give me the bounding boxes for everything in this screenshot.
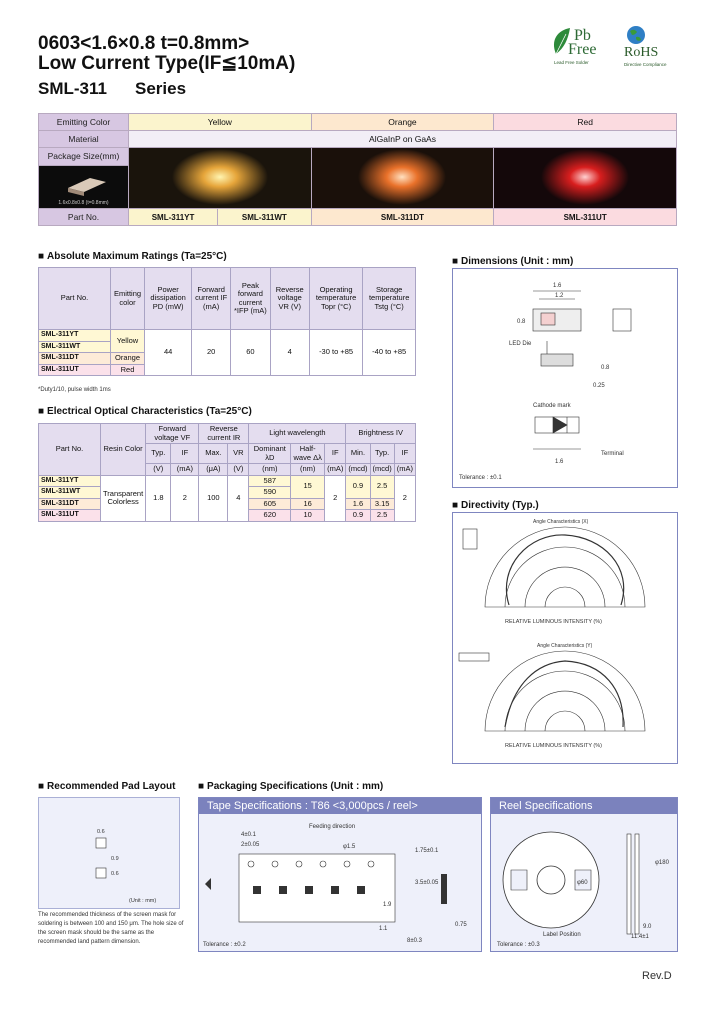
pad-note: The recommended thickness of the screen mask for soldering is between 100 and 150 μm. The hole size of the screen mask should be the same as the recommended land pattern dimension.: [38, 912, 184, 945]
h-vr: Reverse voltage VR (V): [270, 268, 309, 330]
am-part-dt: SML-311DT: [39, 353, 111, 365]
eo-typ-y: 2.5: [370, 475, 394, 498]
tape-box: [198, 797, 482, 952]
reel-r3: 9.0: [643, 924, 652, 930]
eo-h-vr: VR: [228, 444, 249, 464]
tape-feed: Feeding direction: [309, 824, 356, 830]
tape-t2: 2±0.05: [241, 842, 260, 848]
eo-h-resin: Resin Color: [101, 424, 146, 476]
eo-dom-wt: 590: [249, 487, 291, 499]
eo-typ-r: 2.5: [370, 510, 394, 522]
am-part-ut: SML-311UT: [39, 364, 111, 376]
tape-title: Tape Specifications : T86 <3,000pcs / reel>: [199, 798, 481, 814]
part-311ut: SML-311UT: [494, 209, 677, 226]
tape-t7: 1.1: [379, 926, 388, 932]
dim-cathode: Cathode mark: [533, 403, 571, 409]
eo-half-y: 15: [291, 475, 325, 498]
dim-1-6: 1.6: [553, 283, 562, 289]
eo-h-dom: Dominant λD: [249, 444, 291, 464]
tape-t3: φ1.5: [343, 844, 356, 850]
reel-r1: φ180: [655, 860, 669, 866]
eo-vf-if: 2: [171, 475, 199, 521]
pb-free-sub: Lead Free Solder: [554, 60, 589, 65]
eo-u-nm2: (nm): [291, 464, 325, 476]
pb-text: Pb: [574, 27, 591, 44]
am-ifp: 60: [231, 330, 271, 376]
eo-min-o: 1.6: [346, 498, 370, 510]
h-pd: Power dissipation PD (mW): [145, 268, 192, 330]
pb-free-logo: [548, 26, 608, 68]
am-part-yt: SML-311YT: [39, 330, 111, 342]
am-if: 20: [192, 330, 231, 376]
dim-1-2: 1.2: [555, 293, 564, 299]
eo-resin: Transparent Colorless: [101, 475, 146, 521]
package-caption: 1.6x0.8x0.8 (t=0.8mm): [58, 199, 109, 206]
eo-h-typ1: Typ.: [146, 444, 171, 464]
am-yellow: Yellow: [111, 330, 145, 353]
yellow-led-glow: [130, 148, 310, 206]
photo-orange: [311, 148, 494, 209]
directivity-heading: ■ Directivity (Typ.): [452, 500, 539, 511]
am-pd: 44: [145, 330, 192, 376]
am-tstg: -40 to +85: [363, 330, 416, 376]
h-part: Part No.: [39, 268, 111, 330]
photo-yellow: [129, 148, 312, 209]
am-orange: Orange: [111, 353, 145, 365]
am-vr: 4: [270, 330, 309, 376]
pad-dim-a: 0.6: [97, 829, 105, 835]
eo-u-mcd1: (mcd): [346, 464, 370, 476]
color-orange: Orange: [311, 114, 494, 131]
row-header-emitting: Emitting Color: [39, 114, 129, 131]
eo-h-part: Part No.: [39, 424, 101, 476]
dim-0-8b: 0.8: [601, 365, 610, 371]
pad-heading: ■ Recommended Pad Layout: [38, 781, 175, 792]
eo-h-if1: IF: [171, 444, 199, 464]
dim-0-8a: 0.8: [517, 319, 526, 325]
model-number: SML-311: [38, 79, 107, 98]
eo-vf: 1.8: [146, 475, 171, 521]
title-size: 0603<1.6×0.8 t=0.8mm>: [38, 33, 250, 54]
dimension-drawing: [453, 269, 677, 487]
tape-t1: 4±0.1: [241, 832, 256, 838]
pad-box: [38, 797, 180, 909]
pad-dim-b: 0.9: [111, 856, 119, 862]
abs-max-heading: ■ Absolute Maximum Ratings (Ta=25°C): [38, 251, 227, 262]
eo-ir-vr: 4: [228, 475, 249, 521]
eo-h-br: Brightness IV: [346, 424, 416, 444]
free-text: Free: [568, 41, 597, 58]
packaging-heading: ■ Packaging Specifications (Unit : mm): [198, 781, 383, 792]
reel-r2: φ60: [577, 880, 588, 886]
eo-u-ma1: (mA): [171, 464, 199, 476]
dim-tolerance: Tolerance : ±0.1: [459, 475, 502, 481]
pad-unit: (Unit : mm): [129, 898, 157, 904]
tape-drawing: [199, 814, 481, 950]
eo-part-wt: SML-311WT: [39, 487, 101, 499]
h-emit: Emitting color: [111, 268, 145, 330]
reel-drawing: [491, 814, 677, 950]
eo-half-o: 16: [291, 498, 325, 510]
dimensions-heading: ■ Dimensions (Unit : mm): [452, 256, 573, 267]
rohs-text: RoHS: [624, 45, 659, 60]
polar-charts: [453, 513, 677, 763]
orange-led-glow: [312, 148, 492, 206]
dim-led-die: LED Die: [509, 341, 532, 347]
title-type: Low Current Type(IF≦10mA): [38, 53, 296, 74]
color-spec-table: [38, 113, 677, 226]
tape-t9: 1.9: [383, 902, 392, 908]
tape-t4: 1.75±0.1: [415, 848, 439, 854]
eo-part-dt: SML-311DT: [39, 498, 101, 510]
abs-max-footnote: *Duty1/10, pulse width 1ms: [38, 387, 111, 393]
h-ifp: Peak forward current *IFP (mA): [231, 268, 271, 330]
reel-label: Label Position: [543, 932, 581, 938]
package-photo: [39, 165, 129, 208]
eo-h-if2: IF: [325, 444, 346, 464]
eo-dom-ut: 620: [249, 510, 291, 522]
eo-u-ma3: (mA): [394, 464, 415, 476]
title-series: [38, 79, 186, 99]
directivity-xlabel-bottom: RELATIVE LUMINOUS INTENSITY (%): [505, 743, 602, 749]
eo-typ-o: 3.15: [370, 498, 394, 510]
color-red: Red: [494, 114, 677, 131]
part-311yt: SML-311YT: [129, 209, 218, 226]
rohs-logo: [620, 24, 682, 68]
eo-u-v2: (V): [228, 464, 249, 476]
directivity-box: [452, 512, 678, 764]
am-topr: -30 to +85: [309, 330, 363, 376]
row-header-package: Package Size(mm): [39, 148, 129, 166]
reel-title: Reel Specifications: [491, 798, 677, 814]
directivity-caption-y: Angle Characteristics (Y): [537, 643, 593, 649]
eo-dom-dt: 605: [249, 498, 291, 510]
eo-table: [38, 423, 416, 522]
eo-lw-if: 2: [325, 475, 346, 521]
eo-h-half: Half-wave Δλ: [291, 444, 325, 464]
tape-t8: 0.75: [455, 922, 467, 928]
dim-0-25: 0.25: [593, 383, 605, 389]
eo-u-ua: (μA): [199, 464, 228, 476]
eo-br-if: 2: [394, 475, 415, 521]
am-red: Red: [111, 364, 145, 376]
series-label: Series: [134, 79, 187, 98]
dimensions-box: [452, 268, 678, 488]
eo-u-ma2: (mA): [325, 464, 346, 476]
tape-t6: 8±0.3: [407, 938, 422, 944]
eo-heading: ■ Electrical Optical Characteristics (Ta=25°C): [38, 406, 252, 417]
red-led-glow: [495, 148, 675, 206]
eo-part-yt: SML-311YT: [39, 475, 101, 487]
am-part-wt: SML-311WT: [39, 341, 111, 353]
color-yellow: Yellow: [129, 114, 312, 131]
reel-tolerance: Tolerance : ±0.3: [497, 942, 540, 948]
eo-h-lw: Light wavelength: [249, 424, 346, 444]
h-if: Forward current IF (mA): [192, 268, 231, 330]
eo-u-mcd2: (mcd): [370, 464, 394, 476]
eo-part-ut: SML-311UT: [39, 510, 101, 522]
tape-t5: 3.5±0.05: [415, 880, 439, 886]
revision: Rev.D: [642, 970, 672, 982]
eo-dom-yt: 587: [249, 475, 291, 487]
eo-ir: 100: [199, 475, 228, 521]
eo-h-if3: IF: [394, 444, 415, 464]
pad-dim-c: 0.6: [111, 871, 119, 877]
directivity-caption-x: Angle Characteristics (X): [533, 519, 589, 525]
row-header-part: Part No.: [39, 209, 129, 226]
reel-r4: 11.4±1: [631, 934, 649, 940]
eo-u-nm1: (nm): [249, 464, 291, 476]
eo-h-typ2: Typ.: [370, 444, 394, 464]
dim-terminal: Terminal: [601, 451, 624, 457]
eo-h-max: Max.: [199, 444, 228, 464]
part-311dt: SML-311DT: [311, 209, 494, 226]
h-tstg: Storage temperature Tstg (°C): [363, 268, 416, 330]
eo-u-v1: (V): [146, 464, 171, 476]
eo-min-y: 0.9: [346, 475, 370, 498]
reel-box: [490, 797, 678, 952]
row-header-material: Material: [39, 131, 129, 148]
part-311wt: SML-311WT: [218, 209, 312, 226]
chip-led-icon: [40, 168, 128, 198]
h-topr: Operating temperature Topr (°C): [309, 268, 363, 330]
tape-tolerance: Tolerance : ±0.2: [203, 942, 246, 948]
rohs-sub: Directive Compliance: [624, 62, 667, 67]
photo-red: [494, 148, 677, 209]
material-value: AlGaInP on GaAs: [129, 131, 677, 148]
eo-h-vf: Forward voltage VF: [146, 424, 199, 444]
eo-min-r: 0.9: [346, 510, 370, 522]
pad-drawing: [39, 798, 179, 908]
eo-half-r: 10: [291, 510, 325, 522]
dim-pitch: 1.6: [555, 459, 564, 465]
directivity-xlabel-top: RELATIVE LUMINOUS INTENSITY (%): [505, 619, 602, 625]
abs-max-table: [38, 267, 416, 376]
eo-h-min: Min.: [346, 444, 370, 464]
eo-h-ir: Reverse current IR: [199, 424, 249, 444]
